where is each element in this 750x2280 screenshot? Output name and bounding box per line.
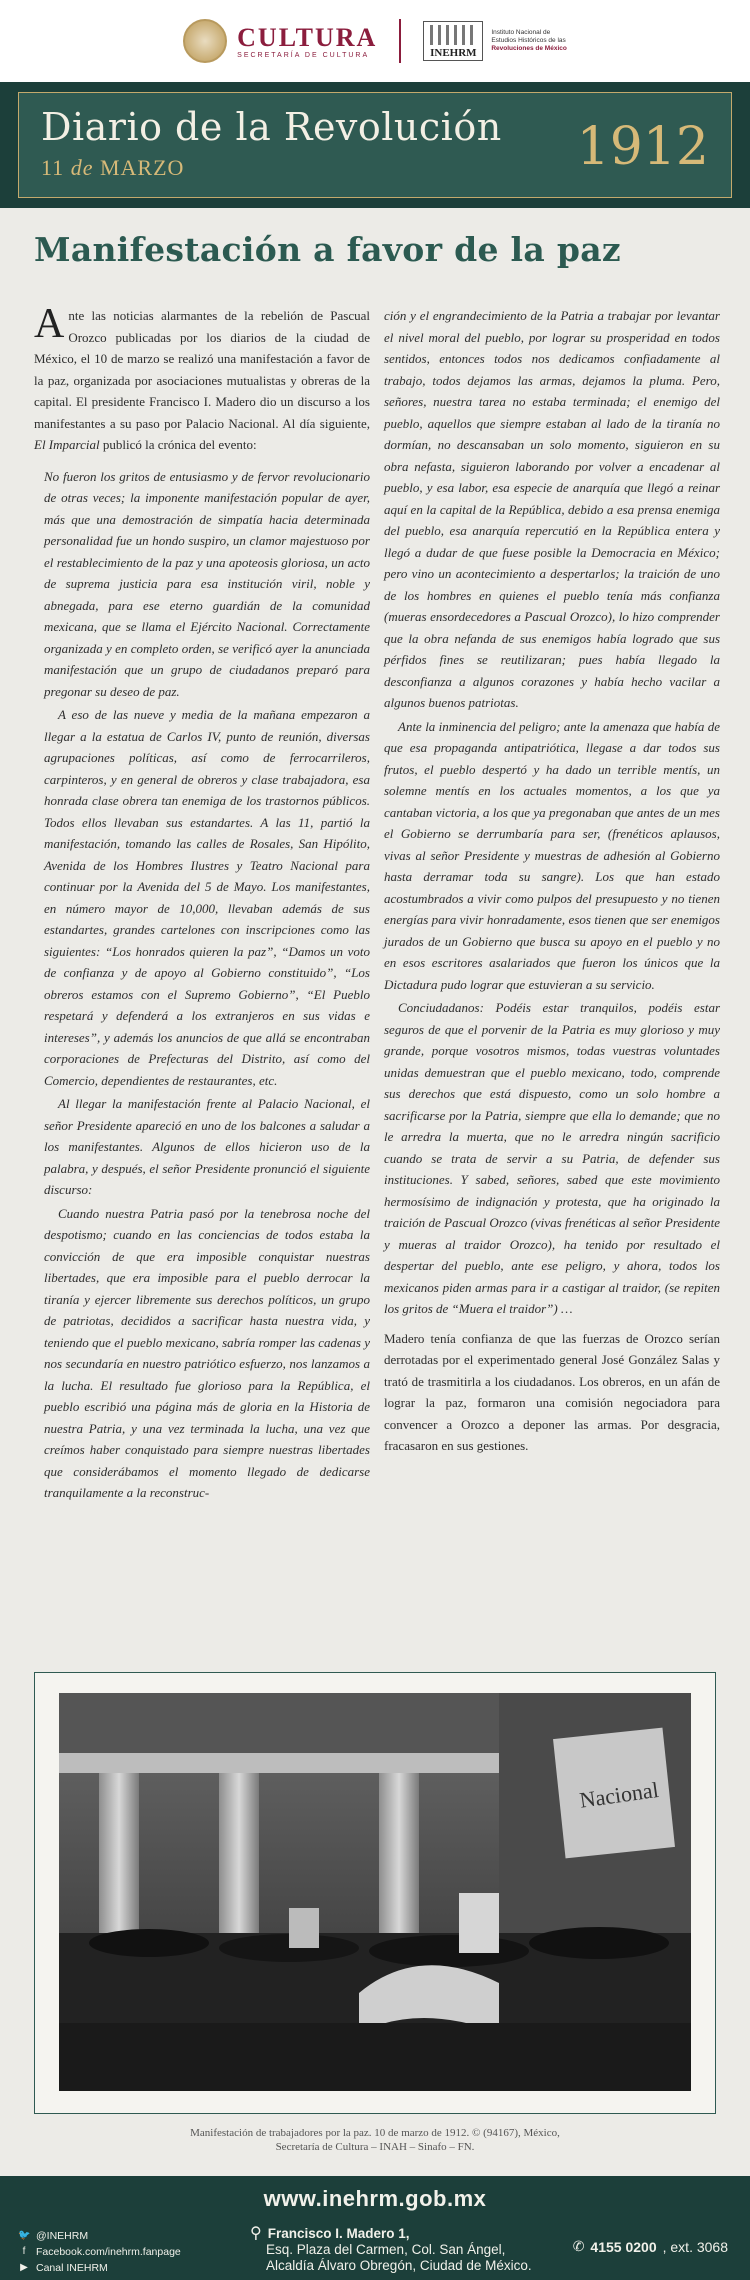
address-line-2: Esq. Plaza del Carmen, Col. San Ángel, [266,2242,506,2257]
inehrm-building-icon [423,21,483,61]
quote-paragraph-4: Cuando nuestra Patria pasó por la tenebrosa noche del despotismo; cuando en las conciencias de todos estaba la convicción de que era imposible conquistar nuestras libertades, que era imposible para el pueblo derrocar la tiranía y ejercer libremente sus derechos políticos, un grupo de patriotas, decididos a sacrificar hasta nuestra vida, y teniendo que el pueblo mexicano, sabría romper las cadenas y nos secundaría en nuestro patriótico esfuerzo, nos lanzamos a la lucha. El resultado fue glorioso para la República, el pueblo escribió una página más de gloria en la Historia de nuestra Patria, y una vez terminada la lucha, una vez que creímos haber conquistado para siempre nuestras libertades que considerábamos el momento llegado de dedicarse tranquilamente a la reconstruc- [44,1205,370,1500]
quote-paragraph-3: Al llegar la manifestación frente al Palacio Nacional, el señor Presidente apareció en uno de los balcones a saludar a los manifestantes. Algunos de ellos hicieron uso de la palabra, y después, el señor Presidente pronunció el siguiente discurso: [44,1096,370,1197]
phone-icon: ✆ [572,2238,585,2254]
cultura-subtitle: SECRETARÍA DE CULTURA [237,51,370,59]
location-pin-icon: ⚲ [250,2225,262,2242]
closing-paragraph: Madero tenía confianza de que las fuerzas de Orozco serían derrotadas por el experimentado general José González Salas y trató de trasmitirla a los ciudadanos. Los obreros, en un afán de lograr la paz, formaron una comisión negociadora para convencer a Orozco a deponer las armas. Por desgracia, fracasaron en sus gestiones. [384,1330,720,1453]
banner-sign-text: Nacional [577,1776,661,1813]
quote-paragraph-5: ción y el engrandecimiento de la Patria a trabajar por levantar el nivel moral del pueblo, por lograr su prosperidad en todos sentidos, entonces todos nos dedicamos confiadamente al trabajo, todos dejamos las armas, dejamos la pluma. Pero, señores, nuestra tarea no estaba terminada; el enemigo del pueblo, aquellos que siempre estaban al lado de la tiranía no dormían, no descansaban un solo momento, siguieron en su obra nefasta, siguieron laborando por volver a encadenar al pueblo, y esa labor, esa especie de anarquía que llegó a reinar aquí en la capital de la República, debido a esa prensa enemiga del pueblo, esa anarquía repercutió en la República entera y llegó a dudar de que fuese posible la Democracia en México; pero vino un acontecimiento a despertarlos; la traición de uno de los hombres en quienes el pueblo tenía más confianza (mueras ensordecedores a Pascual Orozco), lo hizo comprender que la obra nefanda de sus enemigos había logrado que sus pérfidos fines se reutilizaran; pues había llegado la desconfianza a algunos corazones y había hecho vacilar a algunos buenos patriotas. [384,308,720,710]
quote-paragraph-2: A eso de las nueve y media de la mañana empezaron a llegar a la estatua de Carlos IV, punto de reunión, diversas agrupaciones políticas, así como de ferrocarrileros, carpinteros, y en general de obreros y clase trabajadora, esa honrada clase obrera tan enemiga de los trastornos públicos. Todos ellos llevaban sus estandartes. A las 11, partió la manifestación, tomando las calles de Rosales, San Hipólito, Avenida de los Hombres Ilustres y Teatro Nacional para continuar por la Avenida del 5 de Mayo. Los manifestantes, en número mayor de 10,000, llevaban además de sus estandartes, grandes cartelones con inscripciones como las siguientes: “Los honrados quieren la paz”, “Damos un voto de confianza y de apoyo al Gobierno constituido”, “Los obreros estamos con el Supremo Gobierno”, “El Pueblo respetará y defenderá a los extranjeros en sus vidas e intereses”, y además los anuncios de que allá se encontraban corporaciones de Prefecturas del Distrito, así como del Comercio, dependientes de restaurantes, etc. [44,707,370,1088]
footer [0,2176,750,2280]
title-banner [0,82,750,208]
address [250,2226,532,2274]
banner-month: MARZO [99,155,185,180]
inehrm-desc-line-3: Revoluciones de México [491,45,567,52]
twitter-handle: @INEHRM [36,2230,89,2242]
photo-frame [34,1672,716,2114]
historical-photo [59,1693,691,2091]
logo-divider [399,19,401,63]
address-line-3: Alcaldía Álvaro Obregón, Ciudad de México. [266,2258,532,2273]
address-street: Francisco I. Madero 1, [267,2226,410,2241]
inehrm-label: INEHRM [430,47,477,59]
youtube-icon: ▶ [20,2262,28,2273]
banner-date [41,155,184,181]
cultura-name: CULTURA [237,22,378,52]
caption-line-2: Secretaría de Cultura – INAH – Sinafo – FN. [275,2141,475,2153]
newspaper-name: El Imparcial [34,437,100,452]
mexico-seal-icon [183,19,227,63]
intro-end: publicó la crónica del evento: [102,437,257,452]
website-link[interactable]: www.inehrm.gob.mx [263,2186,487,2211]
intro-text: nte las noticias alarmantes de la rebelión de Pascual Orozco publicadas por los diarios de la ciudad de México, el 10 de marzo se realizó una manifestación a favor de la paz, organizada por asociaciones mutualistas y obreras de la capital. El presidente Francisco I. Madero dio un discurso a los manifestantes a su paso por Palacio Nacional. Al día siguiente, [34,308,370,431]
inehrm-desc-line-1: Instituto Nacional de [491,29,551,36]
youtube-link[interactable] [18,2260,181,2276]
facebook-icon: f [22,2246,26,2257]
canal-name: Canal INEHRM [36,2262,108,2274]
caption-line-1: Manifestación de trabajadores por la paz. 10 de marzo de 1912. © (94167), México, [190,2127,560,2139]
cultura-logo[interactable] [183,19,377,63]
article-heading: Manifestación a favor de la paz [34,230,621,269]
article-column-left [34,301,370,1506]
quote-paragraph-6: Ante la inminencia del peligro; ante la amenaza que había de que esa propaganda antipatriótica, llegase a dar todos sus frutos, el pueblo despertó y ha dado un terrible mentís, un solemne mentís en los actuales momentos, a los que ya cantaban victoria, a los que ya pregonaban que antes de un mes el Gobierno se derrumbaría para ser, (frenéticos aplausos, vivas al señor Presidente y muestras de adhesión al Gobierno hasta derramar toda su sangre). Los que han estado acostumbrados a vivir como pulpos del presupuesto y no tienen energías para vivir honradamente, esos tienen que ser enemigos jurados de un Gobierno que busca su apoyo en el pueblo y no en esos escritores asalariados que fueron los únicos que la Dictadura pudo lograr que estuvieran a su servicio. [384,718,720,992]
inehrm-desc-line-2: Estudios Históricos de las [491,37,566,44]
intro-paragraph [34,301,370,456]
crowd-photo-illustration [59,1693,691,2091]
facebook-url: Facebook.com/inehrm.fanpage [36,2246,181,2258]
photo-caption [34,2126,716,2154]
quote-paragraph-1: No fueron los gritos de entusiasmo y de fervor revolucionario de otras veces; la imponente manifestación popular de ayer, más que una demostración de simpatía hacia determinada personalidad fue un hondo suspiro, un clamor majestuoso por el restablecimiento de la paz y una apoteosis gloriosa, un acto de suprema justicia para esa institución viril, noble y abnegada, para ese eterno guardián de la comunidad mexicana, que se llama el Ejército Nacional. Correctamente organizada y en completo orden, se verificó ayer la anunciada manifestación que un grupo de ciudadanos preparó para pregonar su deseo de paz. [44,468,370,699]
social-links [18,2228,181,2276]
article-column-right [384,305,720,1459]
banner-day: 11 [41,155,65,180]
banner-de: de [70,155,94,180]
inehrm-logo[interactable] [423,21,567,61]
phone-ext: , ext. 3068 [662,2238,728,2255]
quote-paragraph-7: Conciudadanos: Podéis estar tranquilos, podéis estar seguros de que el porvenir de la Patria es muy glorioso y muy grande, porque vosotros mismos, todas vuestras voluntades unidas demuestran que el pueblo mexicano, todo, comprende sus derechos que está dispuesto, como un solo hombre a sacrificarse por la Patria, siempre que ella lo demande; que no le arredra la muerta, que no le arredra ningún sacrificio cuando se trata de servir a su Patria, de defender sus instituciones. Y sabed, señores, sabed que este movimiento hermosísimo de indignación y protesta, que ha originado la traición de Pascual Orozco (vivas frenéticas al señor Presidente y mueras al traidor Orozco), ha tenido por resultado el despertar del pueblo, ante ese peligro, y ahora, todos los mexicanos piden armas para ir a castigar al traidor, (se repiten los gritos de “Muera el traidor”) … [384,1000,720,1316]
phone[interactable] [573,2238,728,2255]
drop-cap: A [34,301,65,347]
banner-year: 1912 [576,117,709,177]
series-title: Diario de la Revolución [41,105,502,149]
banner-frame [18,92,732,198]
phone-number: 4155 0200 [590,2238,657,2255]
twitter-link[interactable] [18,2228,181,2244]
facebook-link[interactable] [18,2244,181,2260]
twitter-icon: 🐦 [18,2230,31,2241]
logo-bar [0,0,750,82]
